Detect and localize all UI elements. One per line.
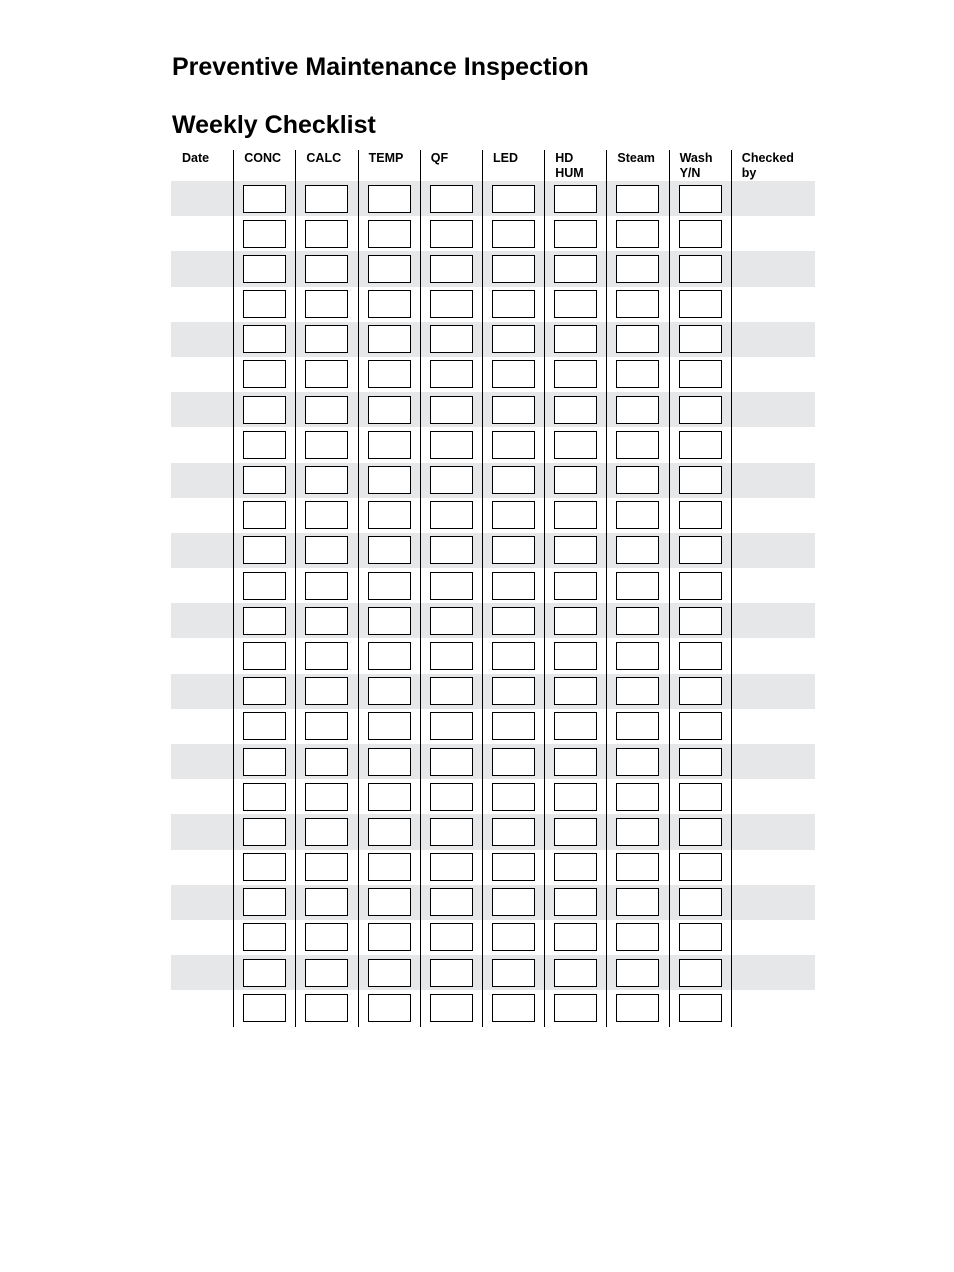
entry-box-qf[interactable] <box>430 923 473 951</box>
entry-box-temp[interactable] <box>368 501 411 529</box>
entry-box-hd-hum[interactable] <box>554 818 597 846</box>
entry-box-wash[interactable] <box>679 290 722 318</box>
entry-box-wash[interactable] <box>679 255 722 283</box>
entry-box-conc[interactable] <box>243 501 286 529</box>
table-row <box>171 744 815 779</box>
entry-box-steam[interactable] <box>616 994 659 1022</box>
entry-box-temp[interactable] <box>368 923 411 951</box>
entry-box-wash[interactable] <box>679 360 722 388</box>
entry-box-hd-hum[interactable] <box>554 396 597 424</box>
column-header-hd-hum: HD HUM <box>555 151 584 180</box>
entry-box-wash[interactable] <box>679 748 722 776</box>
entry-box-conc[interactable] <box>243 783 286 811</box>
entry-box-qf[interactable] <box>430 677 473 705</box>
entry-box-calc[interactable] <box>305 501 348 529</box>
entry-box-wash[interactable] <box>679 396 722 424</box>
table-row <box>171 638 815 673</box>
entry-box-wash[interactable] <box>679 677 722 705</box>
entry-box-calc[interactable] <box>305 783 348 811</box>
column-divider <box>233 150 234 1027</box>
entry-box-steam[interactable] <box>616 290 659 318</box>
entry-box-hd-hum[interactable] <box>554 853 597 881</box>
entry-box-wash[interactable] <box>679 642 722 670</box>
entry-box-conc[interactable] <box>243 677 286 705</box>
entry-box-temp[interactable] <box>368 466 411 494</box>
entry-box-steam[interactable] <box>616 712 659 740</box>
entry-box-hd-hum[interactable] <box>554 677 597 705</box>
entry-box-qf[interactable] <box>430 959 473 987</box>
entry-box-led[interactable] <box>492 783 535 811</box>
entry-box-qf[interactable] <box>430 888 473 916</box>
entry-box-led[interactable] <box>492 748 535 776</box>
table-row <box>171 709 815 744</box>
entry-box-wash[interactable] <box>679 185 722 213</box>
entry-box-calc[interactable] <box>305 325 348 353</box>
column-divider <box>669 150 670 1027</box>
entry-box-led[interactable] <box>492 501 535 529</box>
entry-box-hd-hum[interactable] <box>554 185 597 213</box>
table-row <box>171 955 815 990</box>
column-header-wash: Wash Y/N <box>679 151 713 180</box>
table-row <box>171 533 815 568</box>
entry-box-hd-hum[interactable] <box>554 255 597 283</box>
table-row <box>171 850 815 885</box>
entry-box-qf[interactable] <box>430 466 473 494</box>
entry-box-steam[interactable] <box>616 572 659 600</box>
entry-box-qf[interactable] <box>430 325 473 353</box>
entry-box-wash[interactable] <box>679 959 722 987</box>
entry-box-calc[interactable] <box>305 255 348 283</box>
entry-box-steam[interactable] <box>616 818 659 846</box>
entry-box-qf[interactable] <box>430 853 473 881</box>
table-row <box>171 885 815 920</box>
entry-box-calc[interactable] <box>305 994 348 1022</box>
entry-box-temp[interactable] <box>368 255 411 283</box>
entry-box-steam[interactable] <box>616 185 659 213</box>
entry-box-steam[interactable] <box>616 853 659 881</box>
entry-box-temp[interactable] <box>368 607 411 635</box>
entry-box-conc[interactable] <box>243 818 286 846</box>
entry-box-wash[interactable] <box>679 466 722 494</box>
entry-box-qf[interactable] <box>430 431 473 459</box>
entry-box-led[interactable] <box>492 818 535 846</box>
entry-box-qf[interactable] <box>430 994 473 1022</box>
entry-box-led[interactable] <box>492 185 535 213</box>
entry-box-hd-hum[interactable] <box>554 325 597 353</box>
entry-box-conc[interactable] <box>243 853 286 881</box>
entry-box-conc[interactable] <box>243 255 286 283</box>
entry-box-calc[interactable] <box>305 748 348 776</box>
entry-box-temp[interactable] <box>368 818 411 846</box>
entry-box-calc[interactable] <box>305 853 348 881</box>
entry-box-conc[interactable] <box>243 572 286 600</box>
entry-box-led[interactable] <box>492 466 535 494</box>
column-divider <box>606 150 607 1027</box>
entry-box-qf[interactable] <box>430 220 473 248</box>
entry-box-temp[interactable] <box>368 959 411 987</box>
entry-box-wash[interactable] <box>679 572 722 600</box>
entry-box-hd-hum[interactable] <box>554 783 597 811</box>
table-header-row <box>171 150 815 181</box>
entry-box-steam[interactable] <box>616 642 659 670</box>
entry-box-conc[interactable] <box>243 396 286 424</box>
entry-box-temp[interactable] <box>368 994 411 1022</box>
table-row <box>171 498 815 533</box>
entry-box-qf[interactable] <box>430 642 473 670</box>
entry-box-hd-hum[interactable] <box>554 748 597 776</box>
table-row <box>171 674 815 709</box>
entry-box-led[interactable] <box>492 712 535 740</box>
column-divider <box>420 150 421 1027</box>
entry-box-temp[interactable] <box>368 783 411 811</box>
entry-box-temp[interactable] <box>368 185 411 213</box>
table-row <box>171 357 815 392</box>
entry-box-temp[interactable] <box>368 325 411 353</box>
entry-box-led[interactable] <box>492 853 535 881</box>
entry-box-qf[interactable] <box>430 396 473 424</box>
table-row <box>171 603 815 638</box>
entry-box-hd-hum[interactable] <box>554 572 597 600</box>
column-header-date: Date <box>182 151 210 165</box>
column-header-conc: CONC <box>244 151 281 165</box>
entry-box-conc[interactable] <box>243 290 286 318</box>
column-header-qf: QF <box>430 151 449 165</box>
table-row <box>171 463 815 498</box>
entry-box-conc[interactable] <box>243 712 286 740</box>
entry-box-conc[interactable] <box>243 994 286 1022</box>
table-row <box>171 216 815 251</box>
entry-box-led[interactable] <box>492 396 535 424</box>
entry-box-led[interactable] <box>492 959 535 987</box>
table-row <box>171 322 815 357</box>
table-row <box>171 392 815 427</box>
column-header-steam: Steam <box>617 151 655 165</box>
entry-box-calc[interactable] <box>305 677 348 705</box>
entry-box-calc[interactable] <box>305 220 348 248</box>
entry-box-led[interactable] <box>492 536 535 564</box>
column-header-checked-by: Checked by <box>741 151 794 180</box>
entry-box-steam[interactable] <box>616 360 659 388</box>
table-row <box>171 181 815 216</box>
entry-box-hd-hum[interactable] <box>554 536 597 564</box>
table-body <box>171 181 815 1026</box>
column-divider <box>482 150 483 1027</box>
entry-box-conc[interactable] <box>243 748 286 776</box>
entry-box-calc[interactable] <box>305 396 348 424</box>
entry-box-steam[interactable] <box>616 501 659 529</box>
entry-box-qf[interactable] <box>430 748 473 776</box>
entry-box-conc[interactable] <box>243 888 286 916</box>
entry-box-qf[interactable] <box>430 360 473 388</box>
entry-box-calc[interactable] <box>305 888 348 916</box>
entry-box-hd-hum[interactable] <box>554 607 597 635</box>
entry-box-calc[interactable] <box>305 642 348 670</box>
entry-box-calc[interactable] <box>305 185 348 213</box>
column-divider <box>295 150 296 1027</box>
table-row <box>171 568 815 603</box>
table-row <box>171 990 815 1025</box>
entry-box-hd-hum[interactable] <box>554 431 597 459</box>
entry-box-calc[interactable] <box>305 290 348 318</box>
entry-box-wash[interactable] <box>679 501 722 529</box>
entry-box-conc[interactable] <box>243 607 286 635</box>
entry-box-steam[interactable] <box>616 748 659 776</box>
entry-box-steam[interactable] <box>616 325 659 353</box>
entry-box-led[interactable] <box>492 431 535 459</box>
entry-box-hd-hum[interactable] <box>554 994 597 1022</box>
entry-box-led[interactable] <box>492 642 535 670</box>
entry-box-temp[interactable] <box>368 396 411 424</box>
entry-box-qf[interactable] <box>430 712 473 740</box>
entry-box-temp[interactable] <box>368 888 411 916</box>
entry-box-hd-hum[interactable] <box>554 220 597 248</box>
entry-box-wash[interactable] <box>679 536 722 564</box>
column-divider <box>544 150 545 1027</box>
entry-box-temp[interactable] <box>368 677 411 705</box>
entry-box-conc[interactable] <box>243 959 286 987</box>
table-row <box>171 427 815 462</box>
entry-box-hd-hum[interactable] <box>554 888 597 916</box>
entry-box-led[interactable] <box>492 325 535 353</box>
entry-box-steam[interactable] <box>616 255 659 283</box>
entry-box-wash[interactable] <box>679 431 722 459</box>
column-header-calc: CALC <box>306 151 342 165</box>
entry-box-qf[interactable] <box>430 536 473 564</box>
entry-box-calc[interactable] <box>305 536 348 564</box>
entry-box-wash[interactable] <box>679 783 722 811</box>
entry-box-conc[interactable] <box>243 466 286 494</box>
entry-box-led[interactable] <box>492 290 535 318</box>
checklist-table <box>171 150 815 1027</box>
entry-box-wash[interactable] <box>679 923 722 951</box>
table-row <box>171 779 815 814</box>
column-divider <box>358 150 359 1027</box>
entry-box-led[interactable] <box>492 607 535 635</box>
entry-box-steam[interactable] <box>616 959 659 987</box>
entry-box-qf[interactable] <box>430 783 473 811</box>
entry-box-hd-hum[interactable] <box>554 466 597 494</box>
entry-box-led[interactable] <box>492 677 535 705</box>
column-header-temp: TEMP <box>368 151 404 165</box>
entry-box-calc[interactable] <box>305 712 348 740</box>
entry-box-temp[interactable] <box>368 360 411 388</box>
entry-box-calc[interactable] <box>305 466 348 494</box>
entry-box-hd-hum[interactable] <box>554 959 597 987</box>
entry-box-led[interactable] <box>492 220 535 248</box>
page-title: Preventive Maintenance Inspection <box>172 53 589 81</box>
entry-box-calc[interactable] <box>305 360 348 388</box>
entry-box-wash[interactable] <box>679 994 722 1022</box>
entry-box-temp[interactable] <box>368 536 411 564</box>
entry-box-temp[interactable] <box>368 853 411 881</box>
entry-box-wash[interactable] <box>679 607 722 635</box>
entry-box-led[interactable] <box>492 360 535 388</box>
entry-box-calc[interactable] <box>305 959 348 987</box>
page-subtitle: Weekly Checklist <box>172 111 376 139</box>
entry-box-qf[interactable] <box>430 501 473 529</box>
entry-box-qf[interactable] <box>430 818 473 846</box>
entry-box-qf[interactable] <box>430 572 473 600</box>
entry-box-wash[interactable] <box>679 853 722 881</box>
entry-box-hd-hum[interactable] <box>554 923 597 951</box>
entry-box-conc[interactable] <box>243 325 286 353</box>
entry-box-steam[interactable] <box>616 783 659 811</box>
entry-box-steam[interactable] <box>616 220 659 248</box>
entry-box-temp[interactable] <box>368 572 411 600</box>
column-divider <box>731 150 732 1027</box>
table-row <box>171 920 815 955</box>
entry-box-temp[interactable] <box>368 748 411 776</box>
entry-box-hd-hum[interactable] <box>554 642 597 670</box>
entry-box-steam[interactable] <box>616 466 659 494</box>
entry-box-hd-hum[interactable] <box>554 360 597 388</box>
entry-box-calc[interactable] <box>305 818 348 846</box>
entry-box-temp[interactable] <box>368 642 411 670</box>
entry-box-led[interactable] <box>492 572 535 600</box>
entry-box-hd-hum[interactable] <box>554 290 597 318</box>
entry-box-steam[interactable] <box>616 431 659 459</box>
entry-box-temp[interactable] <box>368 431 411 459</box>
entry-box-conc[interactable] <box>243 220 286 248</box>
entry-box-conc[interactable] <box>243 360 286 388</box>
entry-box-wash[interactable] <box>679 220 722 248</box>
entry-box-temp[interactable] <box>368 290 411 318</box>
entry-box-calc[interactable] <box>305 431 348 459</box>
table-row <box>171 251 815 286</box>
entry-box-calc[interactable] <box>305 572 348 600</box>
entry-box-steam[interactable] <box>616 677 659 705</box>
entry-box-qf[interactable] <box>430 185 473 213</box>
entry-box-temp[interactable] <box>368 220 411 248</box>
entry-box-led[interactable] <box>492 888 535 916</box>
entry-box-led[interactable] <box>492 255 535 283</box>
entry-box-calc[interactable] <box>305 923 348 951</box>
table-row <box>171 287 815 322</box>
entry-box-qf[interactable] <box>430 607 473 635</box>
entry-box-conc[interactable] <box>243 431 286 459</box>
entry-box-temp[interactable] <box>368 712 411 740</box>
entry-box-conc[interactable] <box>243 185 286 213</box>
entry-box-hd-hum[interactable] <box>554 712 597 740</box>
entry-box-steam[interactable] <box>616 923 659 951</box>
entry-box-hd-hum[interactable] <box>554 501 597 529</box>
entry-box-wash[interactable] <box>679 818 722 846</box>
entry-box-steam[interactable] <box>616 888 659 916</box>
entry-box-wash[interactable] <box>679 325 722 353</box>
column-header-led: LED <box>493 151 518 165</box>
entry-box-conc[interactable] <box>243 642 286 670</box>
table-row <box>171 814 815 849</box>
entry-box-steam[interactable] <box>616 536 659 564</box>
entry-box-conc[interactable] <box>243 536 286 564</box>
entry-box-qf[interactable] <box>430 255 473 283</box>
entry-box-steam[interactable] <box>616 396 659 424</box>
entry-box-calc[interactable] <box>305 607 348 635</box>
entry-box-qf[interactable] <box>430 290 473 318</box>
entry-box-led[interactable] <box>492 994 535 1022</box>
entry-box-wash[interactable] <box>679 888 722 916</box>
entry-box-conc[interactable] <box>243 923 286 951</box>
entry-box-wash[interactable] <box>679 712 722 740</box>
entry-box-steam[interactable] <box>616 607 659 635</box>
entry-box-led[interactable] <box>492 923 535 951</box>
